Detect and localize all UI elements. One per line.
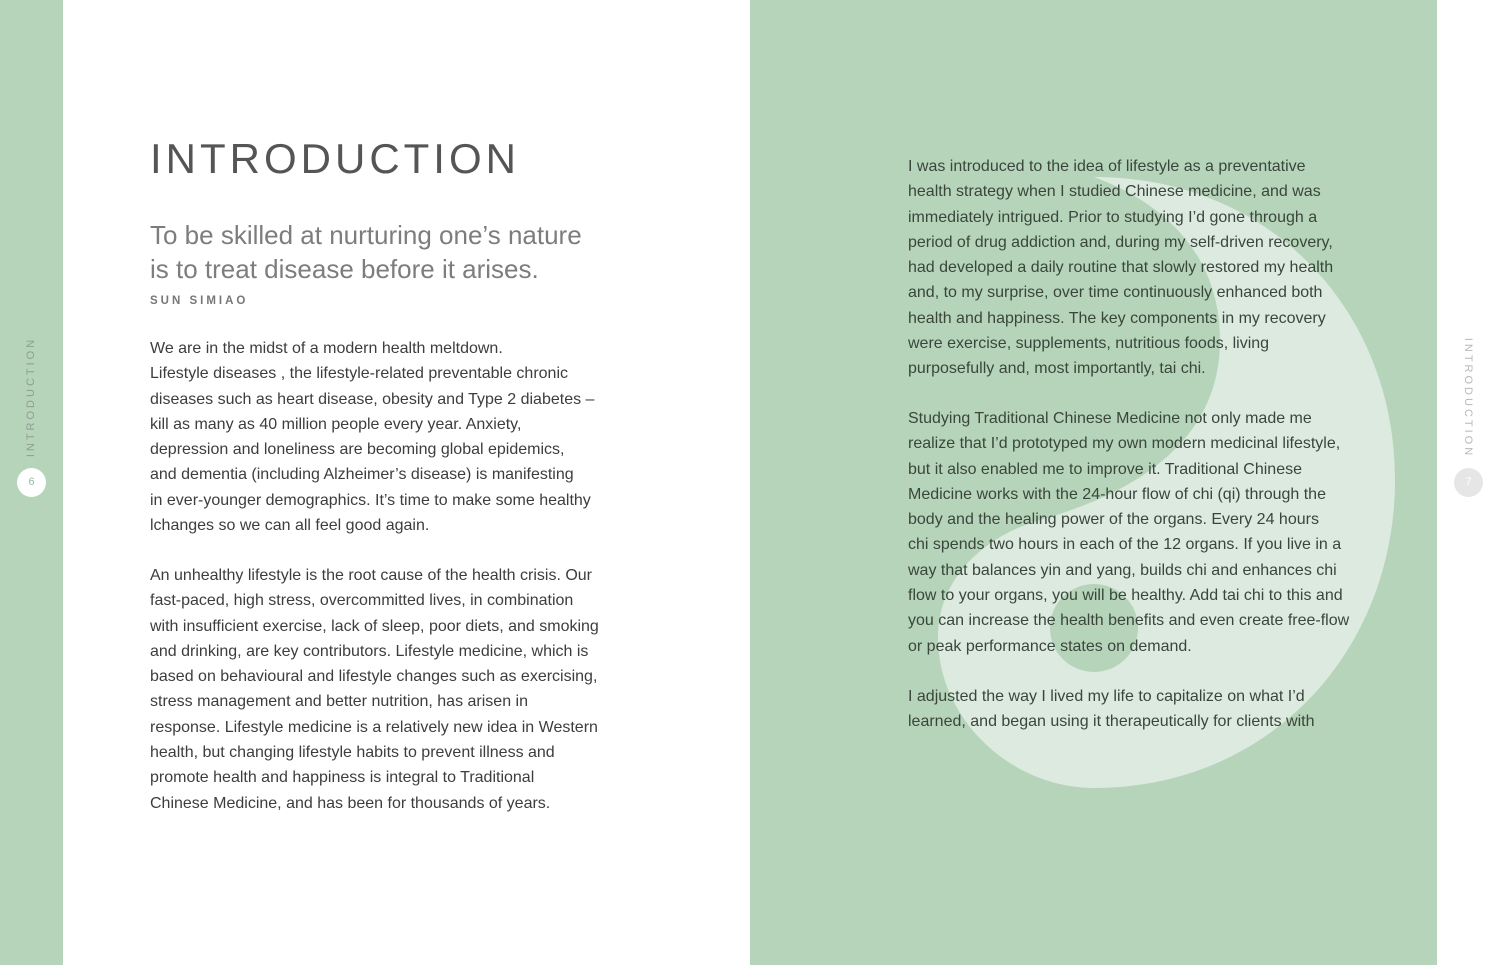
text-line: with insufficient exercise, lack of sleep, poor diets, and smoking [150,617,599,635]
body-paragraph [908,684,1314,735]
text-line: purposefully and, most importantly, tai chi. [908,360,1206,378]
epigraph-attribution: SUN SIMIAO [150,295,249,307]
text-line: Studying Traditional Chinese Medicine not only made me [908,410,1312,427]
text-line: response. Lifestyle medicine is a relatively new idea in Western [150,718,598,736]
text-line: diseases such as heart disease, obesity and Type 2 diabetes – [150,390,595,408]
text-line: Lifestyle diseases , the lifestyle-related preventable chronic [150,365,568,383]
page-number-right: 7 [1454,468,1483,497]
text-line: I adjusted the way I lived my life to capitalize on what I’d [908,688,1305,705]
text-line: in ever-younger demographics. It’s time to make some healthy [150,491,591,509]
text-line: lchanges so we can all feel good again. [150,517,430,535]
text-line: and, to my surprise, over time continuously enhanced both [908,284,1323,302]
text-line: based on behavioural and lifestyle changes such as exercising, [150,668,598,686]
running-head-right: INTRODUCTION [1462,337,1474,459]
text-line: learned, and began using it therapeutically for clients with [908,713,1315,731]
text-line: We are in the midst of a modern health meltdown. [150,340,503,357]
epigraph-line: To be skilled at nurturing one’s nature [150,220,582,250]
text-line: Medicine works with the 24-hour flow of chi (qi) through the [908,485,1326,503]
text-line: and drinking, are key contributors. Lifestyle medicine, which is [150,642,589,660]
text-line: fast-paced, high stress, overcommitted lives, in combination [150,592,574,610]
body-paragraph [150,563,599,816]
text-line: health strategy when I studied Chinese medicine, and was [908,183,1321,201]
text-line: promote health and happiness is integral to Traditional [150,769,535,787]
text-line: depression and loneliness are becoming global epidemics, [150,441,565,459]
text-line: Chinese Medicine, and has been for thousands of years. [150,794,551,812]
text-line: immediately intrigued. Prior to studying I’d gone through a [908,208,1318,226]
text-line: but it also enabled me to improve it. Traditional Chinese [908,460,1302,478]
text-line: health and happiness. The key components in my recovery [908,309,1326,327]
page-title: INTRODUCTION [150,135,520,182]
text-line: An unhealthy lifestyle is the root cause of the health crisis. Our [150,567,593,584]
text-line: and dementia (including Alzheimer’s disease) is manifesting [150,466,574,484]
text-line: flow to your organs, you will be healthy. Add tai chi to this and [908,587,1343,605]
text-line: kill as many as 40 million people every year. Anxiety, [150,415,522,433]
text-line: period of drug addiction and, during my self-driven recovery, [908,233,1333,251]
epigraph-line: is to treat disease before it arises. [150,254,539,284]
body-paragraph [908,406,1349,659]
text-line: realize that I’d prototyped my own modern medicinal lifestyle, [908,435,1341,453]
text-line: I was introduced to the idea of lifestyle as a preventative [908,158,1306,175]
text-line: chi spends two hours in each of the 12 organs. If you live in a [908,536,1342,554]
text-line: had developed a daily routine that slowly restored my health [908,259,1334,277]
text-line: way that balances yin and yang, builds chi and enhances chi [908,561,1337,579]
epigraph-quote [150,218,610,286]
text-line: health, but changing lifestyle habits to prevent illness and [150,744,555,762]
text-line: were exercise, supplements, nutritious foods, living [908,335,1270,353]
text-line: or peak performance states on demand. [908,637,1192,655]
text-line: stress management and better nutrition, has arisen in [150,693,528,711]
body-paragraph [150,336,594,538]
running-head-left: INTRODUCTION [25,336,37,458]
text-line: body and the healing power of the organs. Every 24 hours [908,511,1319,529]
text-line: you can increase the health benefits and even create free-flow [908,612,1350,630]
body-paragraph [908,154,1333,382]
page-number-left: 6 [17,468,46,497]
